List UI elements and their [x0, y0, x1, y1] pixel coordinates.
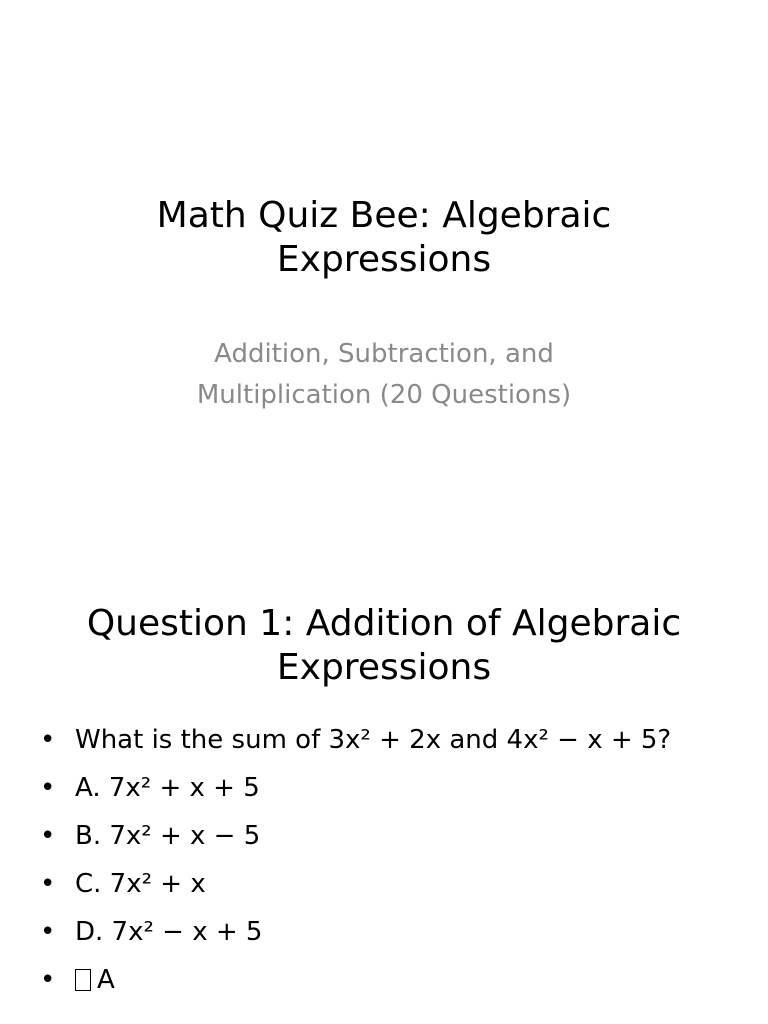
slide-title-line-2: Expressions	[276, 239, 492, 280]
option-text: C. 7x² + x	[75, 869, 206, 899]
question-text: What is the sum of 3x² + 2x and 4x² − x + 5?	[75, 725, 672, 755]
question-text-item	[40, 716, 740, 764]
option-item-b	[40, 812, 740, 860]
bullet-icon: •	[40, 917, 56, 947]
option-text: A. 7x² + x + 5	[75, 773, 260, 803]
option-item-a	[40, 764, 740, 812]
slide-subtitle	[80, 334, 688, 416]
question-bullet-list	[40, 716, 740, 1004]
question-title-line-2: Expressions	[276, 647, 492, 688]
check-box-icon	[75, 969, 91, 991]
answer-text: A	[97, 965, 115, 995]
answer-item	[40, 956, 740, 1004]
slide-subtitle-line-1: Addition, Subtraction, and	[214, 339, 554, 369]
slide-title-line-1: Math Quiz Bee: Algebraic	[156, 195, 612, 236]
bullet-icon: •	[40, 821, 56, 851]
slide-subtitle-line-2: Multiplication (20 Questions)	[196, 380, 572, 410]
question-title-line-1: Question 1: Addition of Algebraic	[86, 603, 682, 644]
bullet-icon: •	[40, 869, 56, 899]
question-title	[40, 602, 728, 690]
option-item-d	[40, 908, 740, 956]
bullet-icon: •	[40, 773, 56, 803]
bullet-icon: •	[40, 965, 56, 995]
option-item-c	[40, 860, 740, 908]
bullet-icon: •	[40, 725, 56, 755]
slide-title	[40, 194, 728, 282]
option-text: D. 7x² − x + 5	[75, 917, 263, 947]
question-slide	[0, 560, 768, 1024]
option-text: B. 7x² + x − 5	[75, 821, 261, 851]
